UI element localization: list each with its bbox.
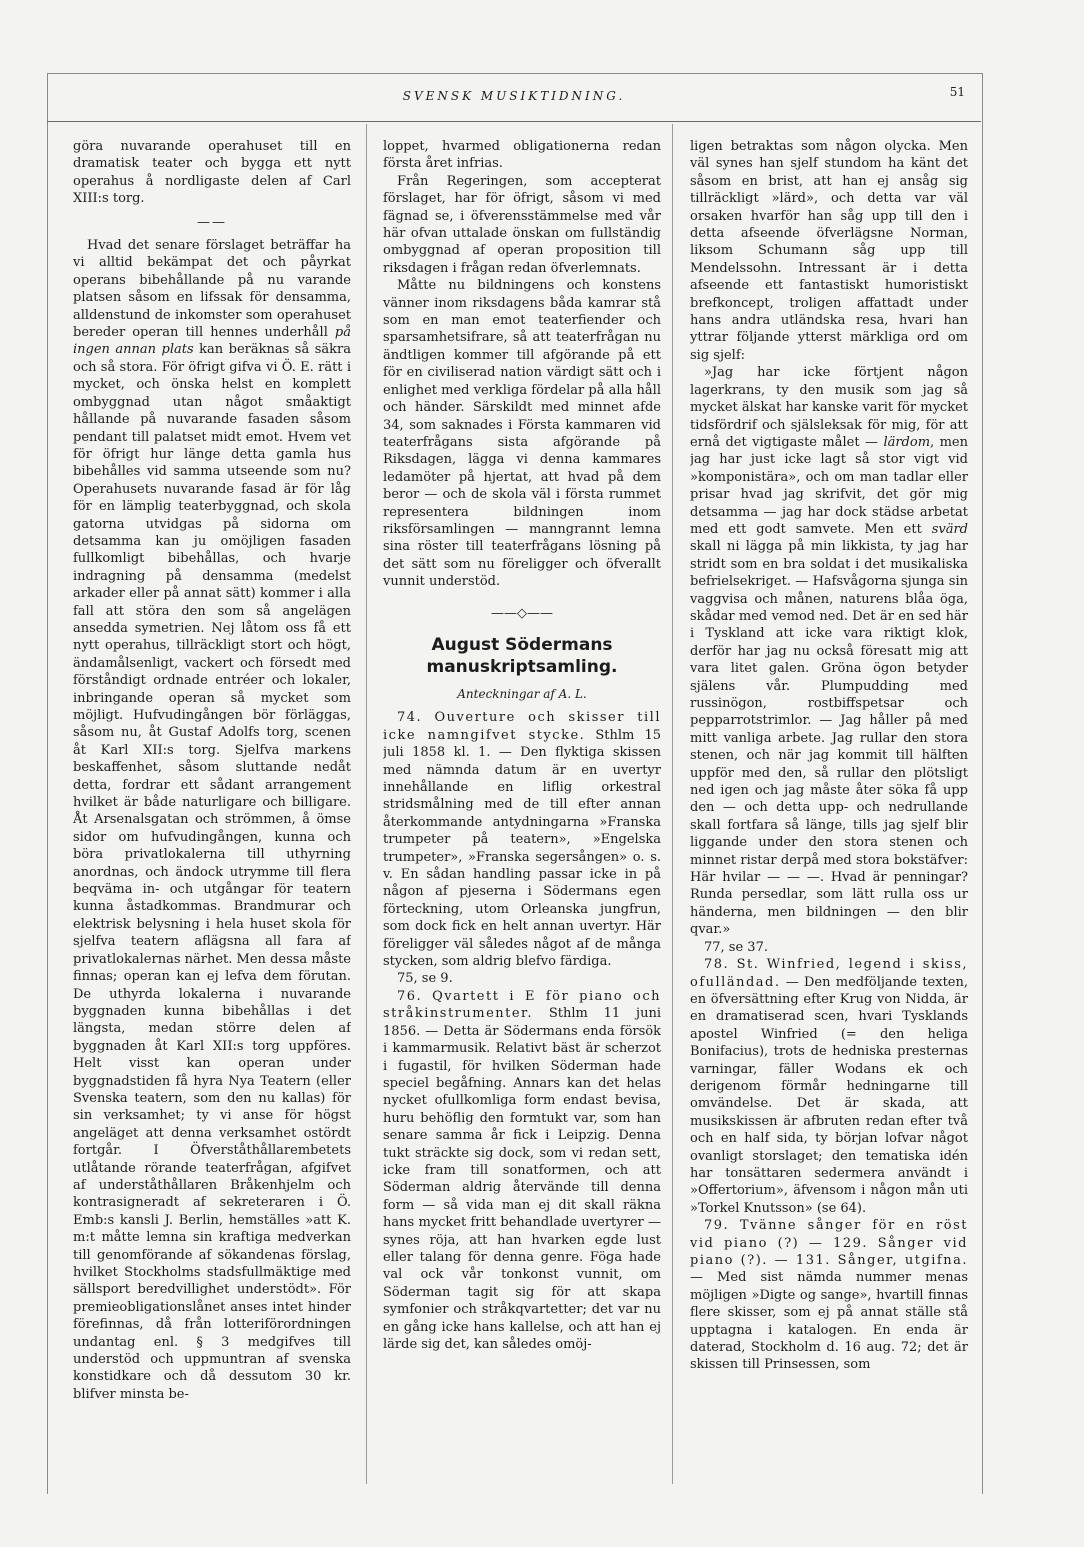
column-1 xyxy=(73,138,351,1438)
catalog-entry: 74. Ouverture och skisser till icke namngifvet stycke. Sthlm 15 juli 1858 kl. 1. — Den flyktiga skissen med nämnda datum är en uvertyr innehållande en liflig orkestral stridsmålning med de till efter annan återkommande antydningarna »Franska trumpeter på teatern», »Engelska trumpeter», »Franska segersången» o. s. v. En sådan handling passar icke in på någon af pjeserna i Södermans egen förteckning, utom Orleanska jungfrun, som dock fick en helt annan uvertyr. Här föreligger väl således något af de många stycken, som aldrig blefvo färdiga. xyxy=(383,710,661,970)
paragraph: Hvad det senare förslaget beträffar ha vi alltid bekämpat det och påyrkat operans bibehållande på nu varande platsen såsom en lifssak för densamma, alldenstund de inkomster som operahuset bereder operan till hennes underhåll på ingen annan plats kan beräknas så säkra och så stora. För öfrigt gifva vi Ö. E. rätt i mycket, och önska helst en komplett ombyggnad utan något småaktigt hållande på nuvarande fasaden såsom pendant till palatset midt emot. Hvem vet för öfrigt hur länge detta gamla hus bibehålles vid samma utseende som nu? Operahusets nuvarande fasad är för låg för en lämplig teaterbyggnad, och skola gatorna utvidgas på sidorna om detsamma kan ju omöjligen fasaden fullkomligt bibehållas, och hvarje indragning på densamma (medelst arkader eller på annat sätt) kommer i alla fall att störa den som så angelägen ansedda symetrien. Nej låtom oss få ett nytt operahus, tillräckligt stort och högt, ändamålsenligt, vackert och försedt med förståndigt ordnade entréer och lokaler, inbringande operan så mycket som möjligt. Hufvudingången bör förläggas, såsom nu, åt Gustaf Adolfs torg, scenen åt Karl XII:s torg. Sjelfva markens beskaffenhet, såsom sluttande nedåt detta, fordrar ett sådant arrangement hvilket är både naturligare och billigare. Åt Arsenalsgatan och strömmen, å ömse sidor om hufvudingången, kunna och böra privatlokalerna till uthyrning anordnas, och ändock utrymme till flera beqväma in- och utgångar för teatern kunna åstadkommas. Brandmurar och elektrisk belysning i hela huset skola för sjelfva teatern aflägsna all fara af privatlokalernas närhet. Men dessa måste finnas; operan kan ej lefva dem förutan. De uthyrda lokalerna i nuvarande byggnaden kunna bibehållas i det längsta, medan större delen af byggnaden åt Karl XII:s torg uppföres. Helt visst kan operan under byggnadstiden få hyra Nya Teatern (eller Svenska teatern, som den nu kallas) för sin verksamhet; ty vi anse för högst angeläget att denna verksamhet ostördt fortgår. I Öfverståthållarembetets utlåtande rörande teaterfrågan, afgifvet af underståthållaren Bråkenhjelm och kontrasigneradt af sekreteraren i Ö. Emb:s kansli J. Berlin, hemställes »att K. m:t måtte lemna sin kraftiga medverkan till genomförande af sökandenas förslag, hvilket Stockholms stadsfullmäktige med sällsport beredvillighet understödt». För premieobligationslånet anses intet hinder förefinnas, då från lotteriförordningen undantag enl. § 3 medgifves till understöd och uppmuntran af svenska konstidkare och då dessutom 30 kr. blifver minsta be- xyxy=(73,238,351,1402)
article-heading: August Södermans manuskriptsamling. xyxy=(426,634,618,677)
column-divider xyxy=(672,124,673,1484)
catalog-entry: 76. Qvartett i E för piano och stråkinstrumenter. Sthlm 11 juni 1856. — Detta är Södermans enda försök i kammarmusik. Relativt bäst är scherzot i fugastil, för hvilken Söderman hade speciel begåfning. Annars kan det helas nycket ofullkomliga form endast bevisa, huru behöflig den formtukt var, som han senare samma år fick i Leipzig. Denna tukt sträckte sig dock, som vi redan sett, icke fram till sonatformen, och att Söderman aldrig återvände till denna form — så vida man ej dit skall räkna hans mycket fritt behandlade uvertyrer — synes röja, att han hvarken egde lust eller talang för denna genre. Föga hade val ock vår tonkonst vunnit, om Söderman tagit sig för att skapa symfonier och stråkqvartetter; det var nu en gång icke hans kallelse, och att han ej lärde sig det, kan således omöj- xyxy=(383,988,661,1352)
paragraph: göra nuvarande operahuset till en dramatisk teater och bygga ett nytt operahus å nordligaste delen af Carl XIII:s torg. xyxy=(73,139,351,207)
entry-title: 78. St. Winfried, legend i skiss, ofulländad. xyxy=(690,957,968,990)
catalog-entry: 75, se 9. xyxy=(397,971,453,987)
emphasis: svärd xyxy=(931,521,968,537)
paragraph: Måtte nu bildningens och konstens vänner inom riksdagens båda kamrar stå som en man emot teaterfiender och sparsamhetsifrare, så att teaterfrågan nu ändtligen kommer till afgörande på ett för en civiliserad nation värdigt sätt och i enlighet med verkliga fördelar på alla håll och händer. Särskildt med minnet afde 34, som saknades i Första kammaren vid teaterfrågans sista afgörande på Riksdagen, lägga vi denna kammares ledamöter på hjertat, att hvad på dem beror — och de skola väl i första rummet representera bildningen inom riksförsamlingen — manngrannt lemna sina röster till teaterfrågans lösning på det sätt som nu föreligger och öfverallt vunnit understöd. xyxy=(383,278,661,590)
paragraph: ligen betraktas som någon olycka. Men väl synes han sjelf stundom ha känt det såsom en brist, att han ej ansåg sig tillräckligt »lärd», och detta var väl orsaken hvarför han såg upp till den i detta afseende öfverlägsne Norman, liksom Schumann såg upp till Mendelssohn. Intressant är i detta afseende ett fantastiskt humoristiskt brefkoncept, troligen affattadt under hans andra utländska resa, hvari han yttrar följande ytterst märkliga ord om sig sjelf: xyxy=(690,139,968,363)
column-3 xyxy=(690,138,968,1438)
journal-title: SVENSK MUSIKTIDNING. xyxy=(402,89,626,103)
quoted-letter: »Jag har icke förtjent någon lagerkrans, ty den musik som jag så mycket älskat har kanske varit för mycket tidsfördrif och själsleksak för mig, för att ernå det vigtigaste målet — lärdom, men jag har just icke lagt så stor vigt vid »komponistära», och om man tadlar eller prisar hvad jag skrifvit, det gör mig detsamma — jag har dock städse arbetat med ett godt samvete. Men ett svärd skall ni lägga på min likkista, ty jag har stridt som en bra soldat i det musikaliska befrielsekriget. — Hafsvågorna sjunga sin vaggvisa och månen, naturens blåa öga, skådar med vemod ned. Det är en sed här i Tyskland att icke vara riktigt klok, derför har jag nu också föresatt mig att vara litet galen. Gröna ögon betyder själens vår. Plumpudding med russinögon, rostbiffspetsar och pepparrotstrimlor. — Jag håller på med mitt vanliga arbete. Jag rullar den stora stenen, och när jag kommit till hälften uppför med den, så rullar den plötsligt ned igen och jag måste åter söka få upp den — och detta upp- och nedrullande skall fortfara så länge, tills jag sjelf blir liggande under den stora stenen och minnet ristar derpå med stora bokstäfver: Här hvilar — — —. Hvad är penningar? Runda persedlar, som lätt rulla oss ur händerna, men bildningen — den blir qvar.» xyxy=(690,365,968,938)
catalog-entry: 79. Tvänne sånger för en röst vid piano (?) — 129. Sånger vid piano (?). — 131. Sånger, utgifna. — Med sist nämda nummer menas möjligen »Digte og sange», hvartill finnas flere skisser, som ej på annat ställe stå upptagna i katalogen. En enda är daterad, Stockholm d. 16 aug. 72; det är skissen till Prinsessen, som xyxy=(690,1218,968,1373)
entry-title: 74. Ouverture och skisser till icke namngifvet stycke. xyxy=(383,710,661,743)
byline: Anteckningar af A. L. xyxy=(457,686,587,701)
entry-title: 76. Qvartett i E för piano och stråkinstrumenter. xyxy=(383,988,661,1022)
paragraph: loppet, hvarmed obligationerna redan första året infrias. xyxy=(383,139,661,172)
separator: —— xyxy=(197,214,227,230)
column-2 xyxy=(383,138,661,1438)
emphasis: på ingen annan plats xyxy=(73,325,351,358)
catalog-entry: 77, se 37. xyxy=(704,939,768,955)
paragraph: Från Regeringen, som accepterat förslaget, har för öfrigt, såsom vi med fägnad se, i öfverensstämmelse med vår här ofvan uttalade önskan om fullständig ombyggnad af operan proposition till riksdagen i frågan redan öfverlemnats. xyxy=(383,173,661,276)
emphasis: lärdom xyxy=(883,434,931,450)
entry-title: 79. Tvänne sånger för en röst vid piano (?) — 129. Sånger vid piano (?). — 131. Sånger, utgifna. xyxy=(690,1218,968,1268)
catalog-entry: 78. St. Winfried, legend i skiss, ofulländad. — Den medföljande texten, en öfversättning efter Krug von Nidda, är en dramatiserad scen, hvari Tysklands apostel Winfried (= den heliga Bonifacius), trots de hedniska presternas varningar, fäller Wodans ek och derigenom förmår hedningarne till omvändelse. Det är skada, att musikskissen är afbruten redan efter två och en half sida, ty början lofvar något ovanligt storslaget; den tematiska idén har tonsättaren sedermera användt i »Offertorium», äfvensom i någon mån uti »Torkel Knutsson» (se 64). xyxy=(690,957,968,1216)
column-divider xyxy=(366,124,367,1484)
ornament-divider: ——◇—— xyxy=(491,605,553,621)
running-header xyxy=(47,83,981,122)
page-number: 51 xyxy=(949,85,965,99)
